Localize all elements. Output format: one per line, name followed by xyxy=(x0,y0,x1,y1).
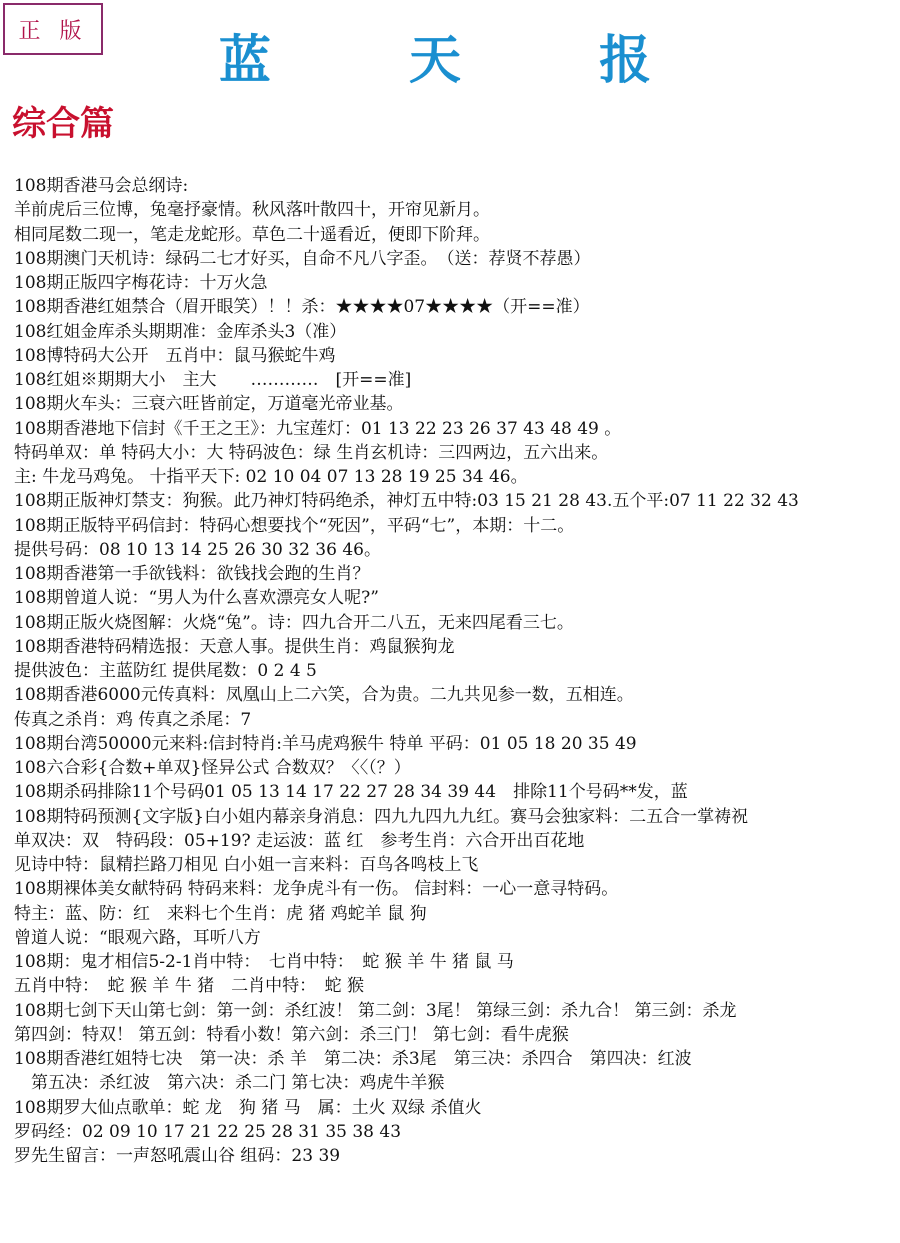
text-line: 108期正版四字梅花诗：十万火急 xyxy=(14,273,268,293)
text-line: 108期香港马会总纲诗: xyxy=(14,176,189,196)
text-line: 108期香港6000元传真料：凤凰山上二六笑，合为贵。二九共见参一数，五相连。 xyxy=(14,685,634,706)
text-line: 单双决：双 特码段：05+19? 走运波：蓝 红 参考生肖：六合开出百花地 xyxy=(14,830,585,851)
text-line: 相同尾数二现一，笔走龙蛇形。草色二十遥看近，便即下阶拜。 xyxy=(14,224,490,245)
text-line: 108红姐※期期大小 主大 ………… [开==准] xyxy=(14,370,412,390)
text-line: 108期香港红姐特七决 第一决：杀 羊 第二决：杀3尾 第三决：杀四合 第四决：红波 xyxy=(14,1049,692,1069)
text-line: 罗先生留言：一声怒吼震山谷 组码：23 39 xyxy=(14,1146,341,1166)
text-body xyxy=(14,174,894,1168)
text-line: 108期香港特码精选报：天意人事。提供生肖：鸡鼠猴狗龙 xyxy=(14,636,455,657)
text-line: 108期正版特平码信封：特码心想要找个“死因”，平码“七”，本期：十二。 xyxy=(14,515,575,536)
text-line: 108期曾道人说：“男人为什么喜欢漂亮女人呢?” xyxy=(14,588,379,609)
text-line: 第五决：杀红波 第六决：杀二门 第七决：鸡虎牛羊猴 xyxy=(14,1073,445,1094)
text-line: 108六合彩{合数+单双}怪异公式 合数双？〈〈（？） xyxy=(14,758,411,778)
text-line: 五肖中特： 蛇 猴 羊 牛 猪 二肖中特： 蛇 猴 xyxy=(14,976,365,997)
text-line: 108期正版火烧图解：火烧“兔”。诗：四九合开二八五，无来四尾看三七。 xyxy=(14,612,574,633)
text-line: 108期火车头：三衰六旺皆前定，万道毫光帝业基。 xyxy=(14,394,404,415)
text-line: 罗码经：02 09 10 17 21 22 25 28 31 35 38 43 xyxy=(14,1121,402,1142)
text-line: 特码单双：单 特码大小：大 特码波色：绿 生肖玄机诗：三四两边，五六出来。 xyxy=(14,442,609,463)
edition-stamp: 正 版 xyxy=(3,3,103,55)
text-line: 提供号码：08 10 13 14 25 26 30 32 36 46。 xyxy=(14,539,381,560)
text-line: 108期：鬼才相信5-2-1肖中特： 七肖中特： 蛇 猴 羊 牛 猪 鼠 马 xyxy=(14,952,514,972)
text-line: 108期裸体美女献特码 特码来料：龙争虎斗有一伤。 信封料：一心一意寻特码。 xyxy=(14,879,619,900)
text-line: 108博特码大公开 五肖中：鼠马猴蛇牛鸡 xyxy=(14,345,336,366)
text-line: 108期七剑下天山第七剑：第一剑：杀红波！ 第二剑：3尾！ 第绿三剑：杀九合！ 第三剑：杀龙 xyxy=(14,1000,737,1021)
text-line: 见诗中特：鼠精拦路刀相见 白小姐一言来料：百鸟各鸣枝上飞 xyxy=(14,855,479,875)
section-heading: 综合篇 xyxy=(12,104,114,144)
text-line: 曾道人说：“眼观六路，耳听八方 xyxy=(14,927,261,948)
text-line: 108期特码预测{文字版}白小姐内幕亲身消息：四九九四九九红。赛马会独家料：二五合一掌祷祝 xyxy=(14,806,749,827)
text-line: 108期澳门天机诗：绿码二七才好买，自命不凡八字歪。 （送：荐贤不荐愚） xyxy=(14,248,591,269)
text-line: 提供波色：主蓝防红 提供尾数：0 2 4 5 xyxy=(14,661,317,681)
text-line: 108期正版神灯禁支：狗猴。此乃神灯特码绝杀，神灯五中特:03 15 21 28 43.五个平:07 11 22 32 43 xyxy=(14,491,799,512)
text-line: 特主：蓝、防：红 来料七个生肖：虎 猪 鸡蛇羊 鼠 狗 xyxy=(14,903,427,924)
text-line: 108期杀码排除11个号码01 05 13 14 17 22 27 28 34 39 44 排除11个号码**发，蓝 xyxy=(14,782,688,803)
text-line: 主: 牛龙马鸡兔。 十指平天下: 02 10 04 07 13 28 19 25 34 46。 xyxy=(14,467,528,487)
text-line: 108期香港红姐禁合（眉开眼笑）！！杀：★★★★07★★★★（开==准） xyxy=(14,297,590,318)
text-line: 羊前虎后三位博，兔毫抒豪情。秋风落叶散四十，开帘见新月。 xyxy=(14,200,490,221)
text-line: 传真之杀肖：鸡 传真之杀尾：7 xyxy=(14,709,252,730)
text-line: 108期香港地下信封《千王之王》：九宝莲灯：01 13 22 23 26 37 43 48 49 。 xyxy=(14,418,622,439)
text-line: 108红姐金库杀头期期准：金库杀头3（准） xyxy=(14,321,347,342)
text-line: 第四剑：特双！ 第五剑：特看小数！第六剑：杀三门！ 第七剑：看牛虎猴 xyxy=(14,1024,569,1045)
text-line: 108期台湾50000元来料:信封特肖:羊马虎鸡猴牛 特单 平码：01 05 18 20 35 49 xyxy=(14,733,637,754)
text-line: 108期罗大仙点歌单：蛇 龙 狗 猪 马 属：土火 双绿 杀值火 xyxy=(14,1097,482,1118)
page-title: 蓝 天 报 xyxy=(218,30,712,91)
text-line: 108期香港第一手欲钱料：欲钱找会跑的生肖？ xyxy=(14,564,370,584)
